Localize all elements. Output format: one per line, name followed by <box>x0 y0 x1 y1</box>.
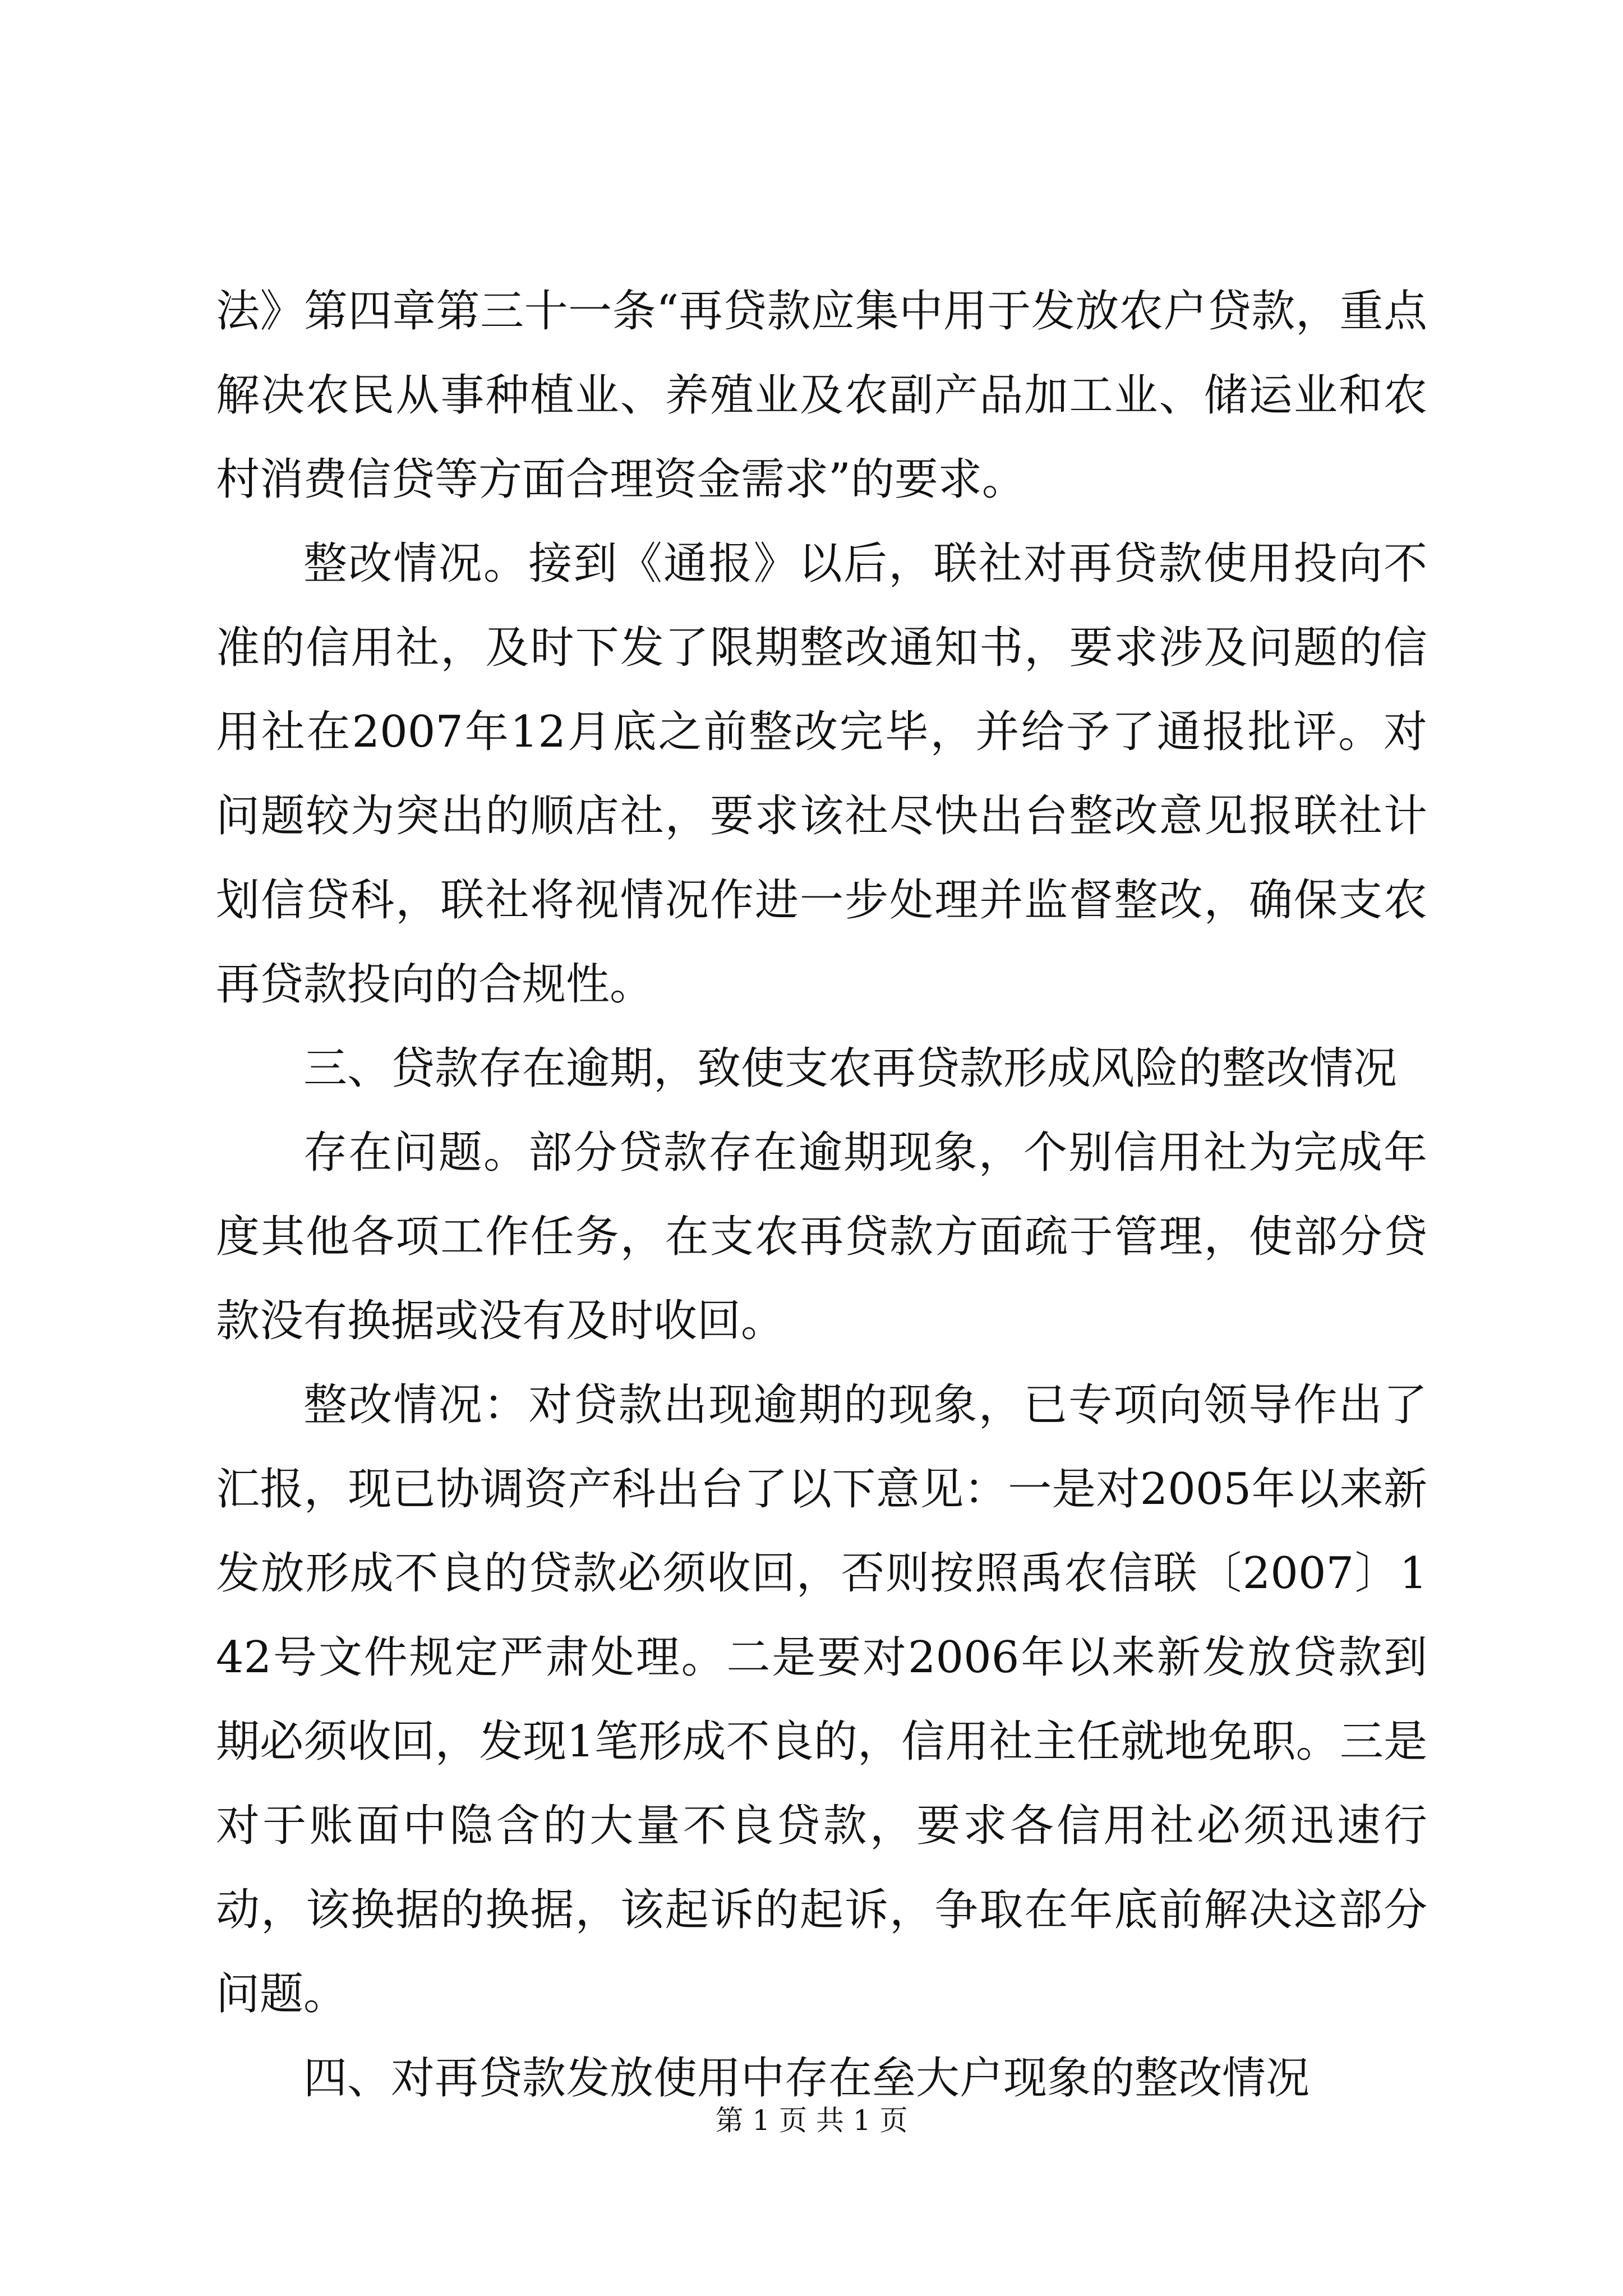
paragraph-rectification-1: 整改情况。接到《通报》以后，联社对再贷款使用投向不准的信用社，及时下发了限期整改通知书，要求涉及问题的信用社在2007年12月底之前整改完毕，并给予了通报批评。对问题较为突出的顺店社，要求该社尽快出台整改意见报联社计划信贷科，联社将视情况作进一步处理并监督整改，确保支农再贷款投向的合规性。 <box>216 539 1427 1010</box>
document-body <box>216 269 1427 2120</box>
paragraph-rectification-2: 整改情况：对贷款出现逾期的现象，已专项向领导作出了汇报，现已协调资产科出台了以下意见：一是对2005年以来新发放形成不良的贷款必须收回，否则按照禹农信联〔2007〕142号文件规定严肃处理。二是要对2006年以来新发放贷款到期必须收回，发现1笔形成不良的，信用社主任就地免职。三是对于账面中隐含的大量不良贷款，要求各信用社必须迅速行动，该换据的换据，该起诉的起诉，争取在年底前解决这部分问题。 <box>216 1380 1427 2019</box>
paragraph-continuation: 法》第四章第三十一条“再贷款应集中用于发放农户贷款，重点解决农民从事种植业、养殖业及农副产品加工业、储运业和农村消费信贷等方面合理资金需求”的要求。 <box>216 286 1427 505</box>
paragraph-problem: 存在问题。部分贷款存在逾期现象，个别信用社为完成年度其他各项工作任务，在支农再贷款方面疏于管理，使部分贷款没有换据或没有及时收回。 <box>216 1128 1427 1346</box>
section-heading-3: 三、贷款存在逾期，致使支农再贷款形成风险的整改情况 <box>303 1043 1398 1094</box>
section-heading-4: 四、对再贷款发放使用中存在垒大户现象的整改情况 <box>303 2053 1310 2104</box>
page-number-footer: 第 1 页 共 1 页 <box>715 2104 908 2137</box>
